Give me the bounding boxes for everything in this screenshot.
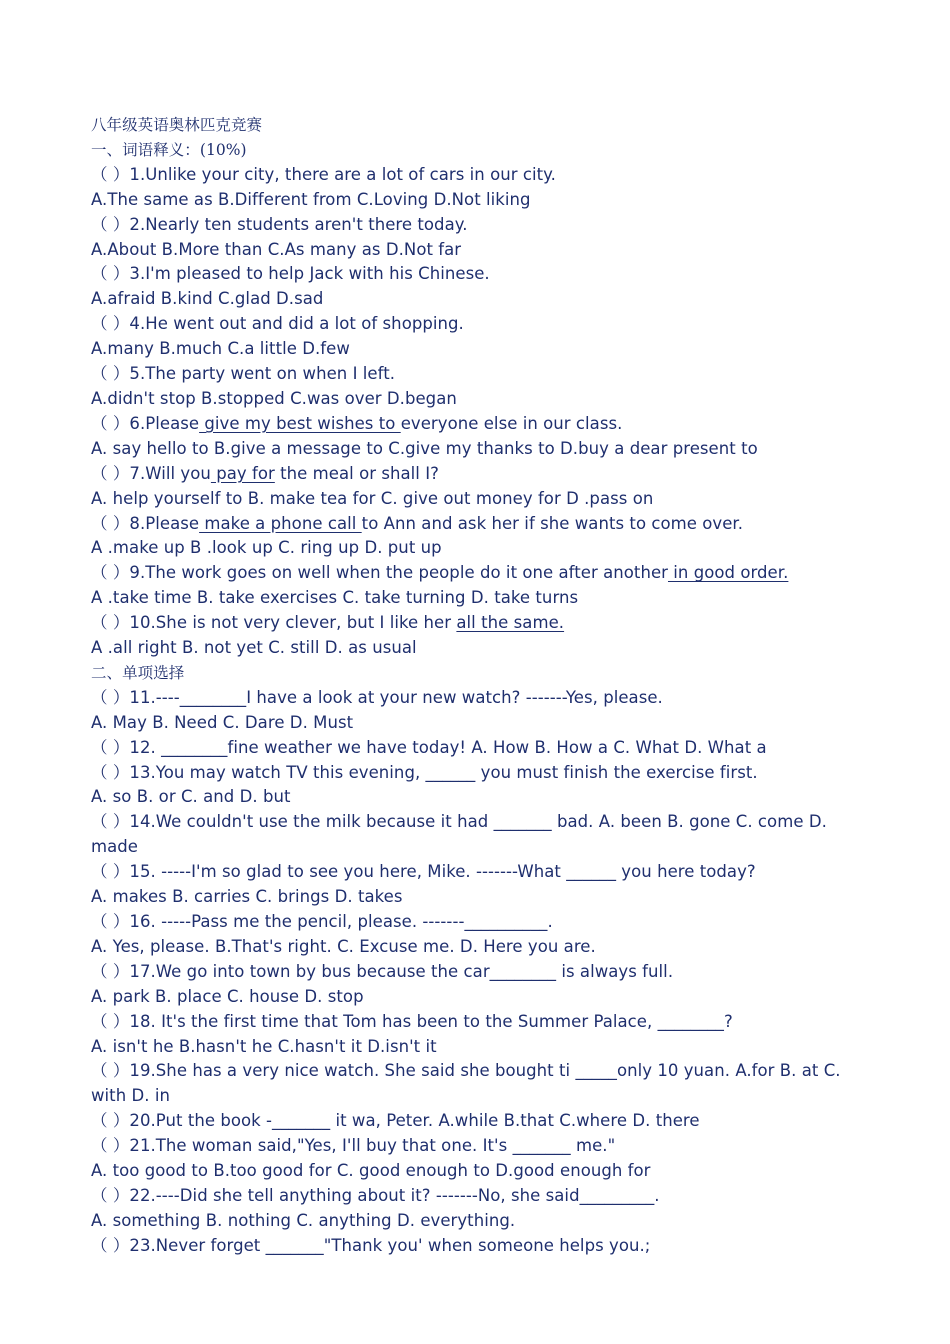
section-1-heading: 一、词语释义：(10%): [91, 140, 247, 159]
question-11: （ ）11.----________I have a look at your new watch? -------Yes, please.: [91, 687, 663, 707]
question-7: [91, 462, 861, 487]
question-21-options: A. too good to B.too good for C. good enough to D.good enough for: [91, 1161, 651, 1181]
question-8-rest: to Ann and ask her if she wants to come over.: [361, 513, 744, 533]
question-8-options: A .make up B .look up C. ring up D. put up: [91, 538, 442, 558]
question-8-underlined-phrase: make a phone call: [199, 513, 362, 533]
question-13-options: A. so B. or C. and D. but: [91, 787, 291, 807]
question-9-options: A .take time B. take exercises C. take turning D. take turns: [91, 588, 579, 608]
question-12: （ ）12. ________fine weather we have today! A. How B. How a C. What D. What a: [91, 737, 767, 757]
question-2-options: A.About B.More than C.As many as D.Not far: [91, 239, 462, 259]
question-7-rest: the meal or shall I?: [274, 463, 439, 483]
question-3-options: A.afraid B.kind C.glad D.sad: [91, 289, 324, 309]
question-8-stem: （ ）8.Please: [91, 513, 200, 533]
question-10-underlined-phrase: all the same.: [456, 613, 565, 633]
question-20: （ ）20.Put the book -_______ it wa, Peter. A.while B.that C.where D. there: [91, 1111, 700, 1131]
question-7-options: A. help yourself to B. make tea for C. give out money for D .pass on: [91, 488, 654, 508]
question-9-stem: （ ）9.The work goes on well when the people do it one after another: [91, 563, 668, 583]
question-23: （ ）23.Never forget _______"Thank you' when someone helps you.;: [91, 1235, 651, 1255]
question-10-options: A .all right B. not yet C. still D. as usual: [91, 638, 417, 658]
section-2-heading: 二、单项选择: [91, 663, 185, 682]
question-5-options: A.didn't stop B.stopped C.was over D.began: [91, 388, 457, 408]
question-17: （ ）17.We go into town by bus because the car________ is always full.: [91, 961, 674, 981]
question-15-options: A. makes B. carries C. brings D. takes: [91, 887, 403, 907]
question-6: [91, 412, 861, 437]
question-8: [91, 512, 861, 537]
question-16-options: A. Yes, please. B.That's right. C. Excuse me. D. Here you are.: [91, 936, 596, 956]
question-18: （ ）18. It's the first time that Tom has been to the Summer Palace, ________?: [91, 1011, 733, 1031]
question-6-underlined-phrase: give my best wishes to: [199, 413, 401, 433]
question-1-options: A.The same as B.Different from C.Loving D.Not liking: [91, 189, 531, 209]
document-page: [91, 113, 861, 1259]
question-22-options: A. something B. nothing C. anything D. everything.: [91, 1210, 516, 1230]
question-4: （ ）4.He went out and did a lot of shopping.: [91, 314, 464, 334]
question-6-rest: everyone else in our class.: [400, 413, 623, 433]
exam-title: 八年级英语奥林匹克竞赛: [91, 116, 263, 134]
question-22: （ ）22.----Did she tell anything about it? -------No, she said_________.: [91, 1185, 660, 1205]
question-10-stem: （ ）10.She is not very clever, but I like her: [91, 613, 457, 633]
question-13: （ ）13.You may watch TV this evening, ______ you must finish the exercise first.: [91, 762, 758, 782]
question-16: （ ）16. -----Pass me the pencil, please. -------__________.: [91, 912, 553, 931]
question-2: （ ）2.Nearly ten students aren't there today.: [91, 214, 468, 234]
question-9-underlined-phrase: in good order.: [667, 563, 789, 583]
question-7-stem: （ ）7.Will you: [91, 463, 211, 483]
question-11-options: A. May B. Need C. Dare D. Must: [91, 712, 354, 732]
question-17-options: A. park B. place C. house D. stop: [91, 986, 364, 1006]
question-19: （ ）19.She has a very nice watch. She said she bought ti _____only 10 yuan. A.for B. at C. with D. in: [91, 1061, 841, 1106]
question-21: （ ）21.The woman said,"Yes, I'll buy that one. It's _______ me.": [91, 1136, 616, 1156]
question-5: （ ）5.The party went on when I left.: [91, 364, 396, 384]
question-3: （ ）3.I'm pleased to help Jack with his Chinese.: [91, 264, 490, 284]
question-1: （ ）1.Unlike your city, there are a lot of cars in our city.: [91, 164, 556, 184]
question-6-options: A. say hello to B.give a message to C.give my thanks to D.buy a dear present to: [91, 438, 758, 458]
question-7-underlined-phrase: pay for: [210, 463, 275, 483]
question-9: [91, 561, 861, 586]
question-10: [91, 611, 861, 636]
question-14: （ ）14.We couldn't use the milk because it had _______ bad. A. been B. gone C. come D. made: [91, 812, 827, 857]
question-4-options: A.many B.much C.a little D.few: [91, 339, 350, 359]
question-15: （ ）15. -----I'm so glad to see you here, Mike. -------What ______ you here today?: [91, 862, 756, 882]
question-18-options: A. isn't he B.hasn't he C.hasn't it D.isn't it: [91, 1036, 437, 1056]
question-6-stem: （ ）6.Please: [91, 413, 200, 433]
